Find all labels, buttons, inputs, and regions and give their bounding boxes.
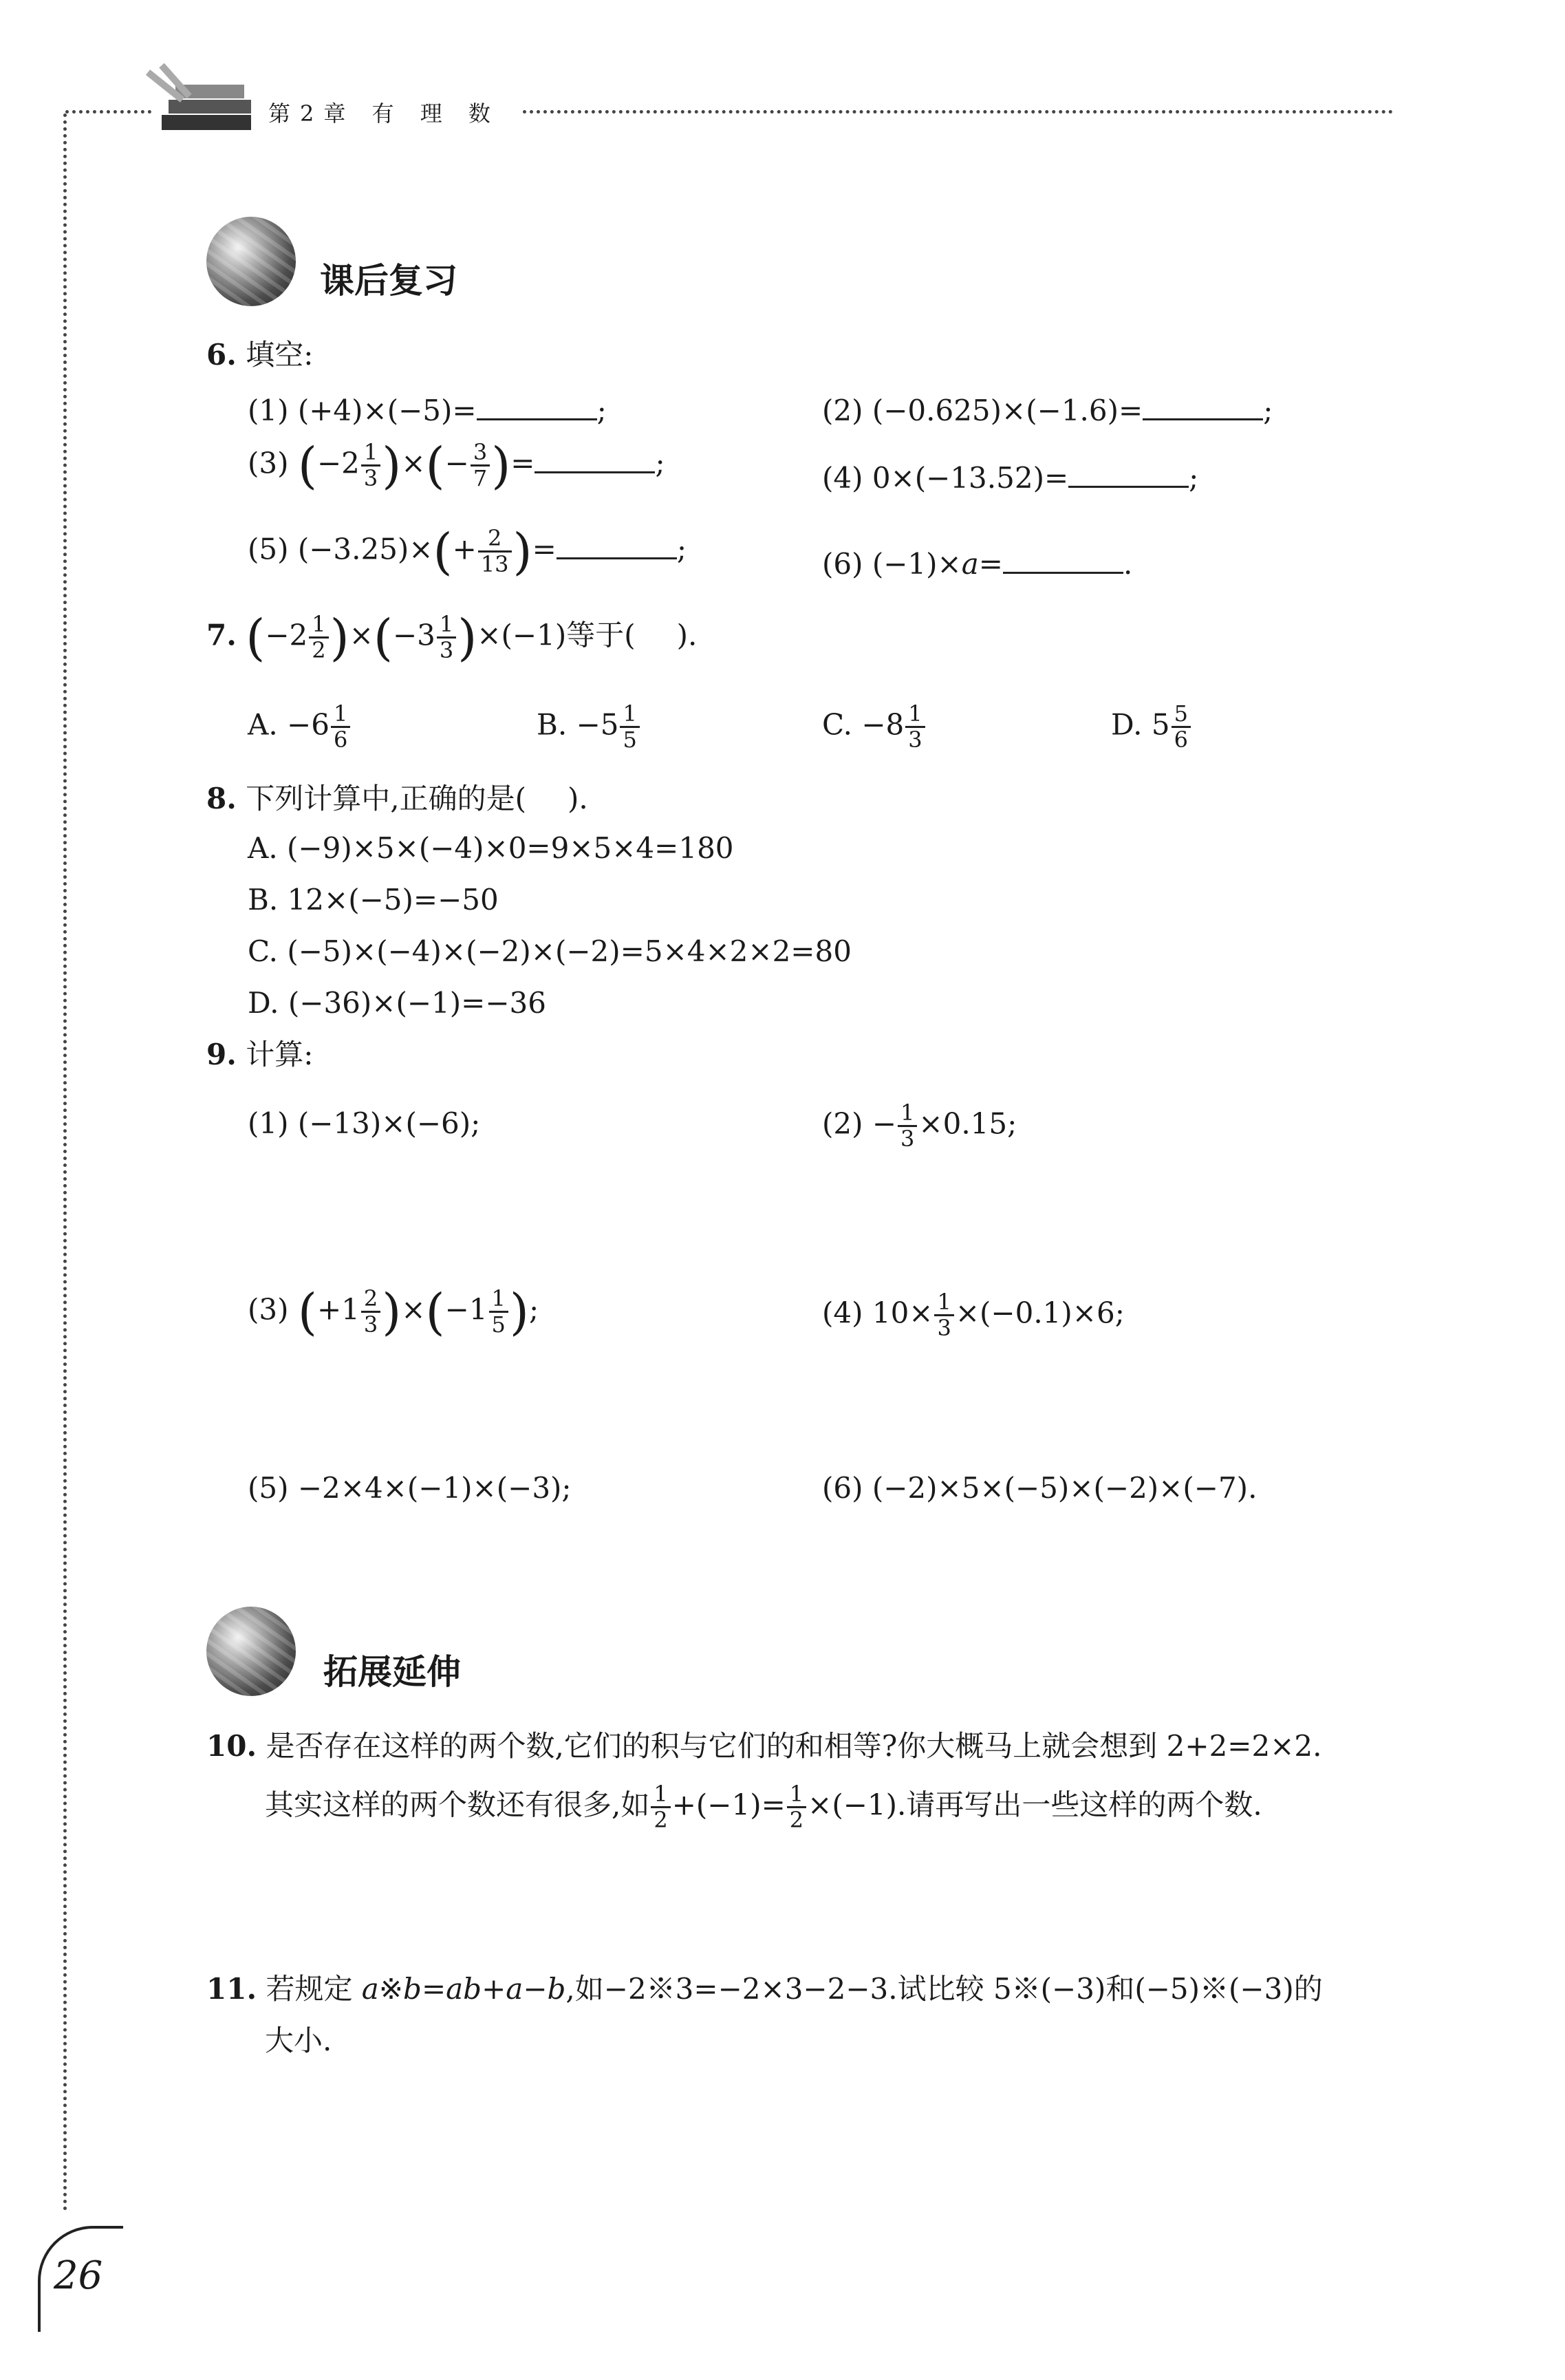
variable-a: a xyxy=(361,1972,379,2006)
fraction: $\frac{3}{7}$ xyxy=(471,440,490,491)
variable-b: b xyxy=(403,1972,422,2006)
equals-sign: = xyxy=(978,547,1003,581)
q9-part6: (6) (−2)×5×(−5)×(−2)×(−7). xyxy=(822,1471,1258,1505)
q10-line2 xyxy=(265,1782,1262,1832)
fraction: $\frac{1}{3}$ xyxy=(905,702,925,752)
q9-part5: (5) −2×4×(−1)×(−3); xyxy=(248,1471,572,1505)
section-title-extend: 拓展延伸 xyxy=(323,1652,461,1692)
variable-a: a xyxy=(961,547,979,581)
q7-option-c[interactable]: C. −8 $\frac{1}{3}$ xyxy=(822,702,927,752)
q6-part6 xyxy=(822,546,1132,579)
q9-stem xyxy=(206,1040,313,1069)
operator-star: ※ xyxy=(378,1972,404,2006)
q10-number: 10. xyxy=(206,1729,257,1763)
q6-p4-text: (4) 0×(−13.52)= xyxy=(822,461,1069,495)
q9-p3-label: (3) xyxy=(248,1292,289,1327)
fraction: $\frac{1}{3}$ xyxy=(934,1290,953,1340)
q6-number: 6. xyxy=(206,338,237,372)
q7-option-d[interactable]: D. 5 $\frac{5}{6}$ xyxy=(1111,702,1192,752)
times-sign: × xyxy=(401,446,426,480)
q11-line1 xyxy=(206,1972,1323,2006)
q6-part4 xyxy=(822,460,1198,493)
q9-number: 9. xyxy=(206,1038,237,1071)
q6-p3-label: (3) xyxy=(248,446,289,480)
q11-l1-b: ,如−2※3=−2×3−2−3.试比较 5※(−3)和(−5)※(−3)的 xyxy=(565,1972,1323,2006)
q8-option-c[interactable]: C. (−5)×(−4)×(−2)×(−2)=5×4×2×2=80 xyxy=(248,934,852,968)
fraction: $\frac{2}{13}$ xyxy=(478,526,512,577)
q6-p3-int: −2 xyxy=(316,446,360,480)
q8-option-a[interactable]: A. (−9)×5×(−4)×0=9×5×4=180 xyxy=(248,831,734,865)
q9-p2-label: (2) − xyxy=(822,1106,897,1141)
q6-p1-end: ; xyxy=(596,394,607,427)
q10-l2-c: ×(−1).请再写出一些这样的两个数. xyxy=(808,1788,1262,1822)
q11-number: 11. xyxy=(206,1972,257,2006)
q7-option-b[interactable]: B. −5 $\frac{1}{5}$ xyxy=(537,702,641,752)
q6-p6-end: . xyxy=(1123,547,1133,581)
q10-line1-text: 是否存在这样的两个数,它们的积与它们的和相等?你大概马上就会想到 2+2=2×2. xyxy=(266,1729,1322,1763)
q8-option-b[interactable]: B. 12×(−5)=−50 xyxy=(248,883,499,916)
q9-part4 xyxy=(822,1290,1125,1340)
q6-p2-text: (2) (−0.625)×(−1.6)= xyxy=(822,394,1143,427)
equals-sign: = xyxy=(532,532,557,566)
q8-stem-text: 下列计算中,正确的是( xyxy=(246,782,526,815)
q10-l2-b: +(−1)= xyxy=(671,1788,786,1822)
answer-blank[interactable] xyxy=(477,392,597,420)
q7-tail: ×(−1)等于( xyxy=(477,618,636,652)
answer-blank[interactable] xyxy=(557,531,677,559)
q10-line1 xyxy=(206,1729,1322,1763)
variable-a: a xyxy=(506,1972,524,2006)
q6-part3: (3) (−2 $\frac{1}{3}$ )×(− $\frac{3}{7}$ )= ; xyxy=(248,436,665,495)
globe-icon xyxy=(206,217,296,306)
section-title-review: 课后复习 xyxy=(320,261,457,301)
answer-blank[interactable] xyxy=(1143,392,1263,420)
fraction: $\frac{1}{2}$ xyxy=(309,612,328,663)
plus-sign: + xyxy=(452,532,477,566)
q9-part1: (1) (−13)×(−6); xyxy=(248,1106,481,1140)
q6-part2 xyxy=(822,392,1273,425)
header-rule-left xyxy=(65,110,151,114)
minus-sign: − xyxy=(444,446,469,480)
plus-sign: + xyxy=(482,1972,506,2006)
q6-p3-end: ; xyxy=(655,446,665,480)
times-sign: × xyxy=(349,618,374,652)
q8-number: 8. xyxy=(206,782,237,815)
q7-close: ). xyxy=(676,618,698,652)
margin-rule xyxy=(63,114,67,2212)
q9-part3: (3) (+1 $\frac{2}{3}$ )×(−1 $\frac{1}{5}$ ); xyxy=(248,1283,539,1341)
q6-part1 xyxy=(248,392,607,425)
q11-l1-a: 若规定 xyxy=(266,1972,362,2006)
page-number: 26 xyxy=(54,2253,103,2298)
q9-p2-tail: ×0.15; xyxy=(918,1106,1017,1141)
times-sign: × xyxy=(401,1292,426,1327)
equals-sign: = xyxy=(421,1972,446,2006)
q6-stem-text: 填空: xyxy=(246,338,314,372)
answer-blank[interactable] xyxy=(1068,460,1189,488)
answer-blank[interactable] xyxy=(535,445,655,473)
q6-p4-end: ; xyxy=(1189,461,1199,495)
q9-p4-tail: ×(−0.1)×6; xyxy=(955,1296,1125,1330)
fraction: $\frac{1}{2}$ xyxy=(787,1782,806,1832)
q9-p3-int2: −1 xyxy=(444,1292,488,1327)
q6-stem xyxy=(206,338,314,372)
answer-blank[interactable] xyxy=(1003,546,1123,574)
q10-l2-a: 其实这样的两个数还有很多,如 xyxy=(265,1788,650,1822)
fraction: $\frac{1}{2}$ xyxy=(651,1782,670,1832)
q9-stem-text: 计算: xyxy=(246,1038,314,1071)
variable-ab: ab xyxy=(446,1972,482,2006)
fraction: $\frac{1}{6}$ xyxy=(331,702,350,752)
q6-p2-end: ; xyxy=(1263,394,1273,427)
q6-part5: (5) (−3.25)×(+ $\frac{2}{13}$ )= ; xyxy=(248,522,687,581)
variable-b: b xyxy=(547,1972,566,2006)
q6-p6-text: (6) (−1)× xyxy=(822,547,962,581)
q8-stem xyxy=(206,784,588,813)
fraction: $\frac{2}{3}$ xyxy=(361,1287,380,1337)
header-rule-right xyxy=(523,110,1393,114)
header-books-logo xyxy=(141,58,258,141)
q7-int-a: −2 xyxy=(265,618,308,652)
fraction: $\frac{1}{3}$ xyxy=(361,440,380,491)
q9-p3-int: +1 xyxy=(316,1292,360,1327)
fraction: $\frac{1}{5}$ xyxy=(489,1287,508,1337)
q8-option-d[interactable]: D. (−36)×(−1)=−36 xyxy=(248,986,546,1020)
q7-int-b: −3 xyxy=(392,618,435,652)
q9-p4-label: (4) 10× xyxy=(822,1296,933,1330)
q7-option-a[interactable]: A. −6 $\frac{1}{6}$ xyxy=(248,702,352,752)
fraction: $\frac{5}{6}$ xyxy=(1172,702,1191,752)
q9-p3-end: ; xyxy=(529,1292,539,1327)
fraction: $\frac{1}{3}$ xyxy=(898,1101,917,1151)
q8-close: ). xyxy=(567,782,588,815)
q7-number: 7. xyxy=(206,618,237,652)
q6-p5-end: ; xyxy=(676,532,687,566)
q9-part2 xyxy=(822,1101,1017,1151)
minus-sign: − xyxy=(523,1972,548,2006)
globe-icon xyxy=(206,1607,296,1696)
chapter-title: 第2章 有 理 数 xyxy=(268,100,500,127)
equals-sign: = xyxy=(510,446,535,480)
fraction: $\frac{1}{3}$ xyxy=(437,612,456,663)
q7-stem: 7. (−2 $\frac{1}{2}$ )×(−3 $\frac{1}{3}$ )×(−1)等于( ). xyxy=(206,608,698,667)
fraction: $\frac{1}{5}$ xyxy=(620,702,639,752)
q6-p1-text: (1) (+4)×(−5)= xyxy=(248,394,477,427)
q6-p5-text: (5) (−3.25)× xyxy=(248,532,433,566)
q11-line2: 大小. xyxy=(265,2024,332,2057)
